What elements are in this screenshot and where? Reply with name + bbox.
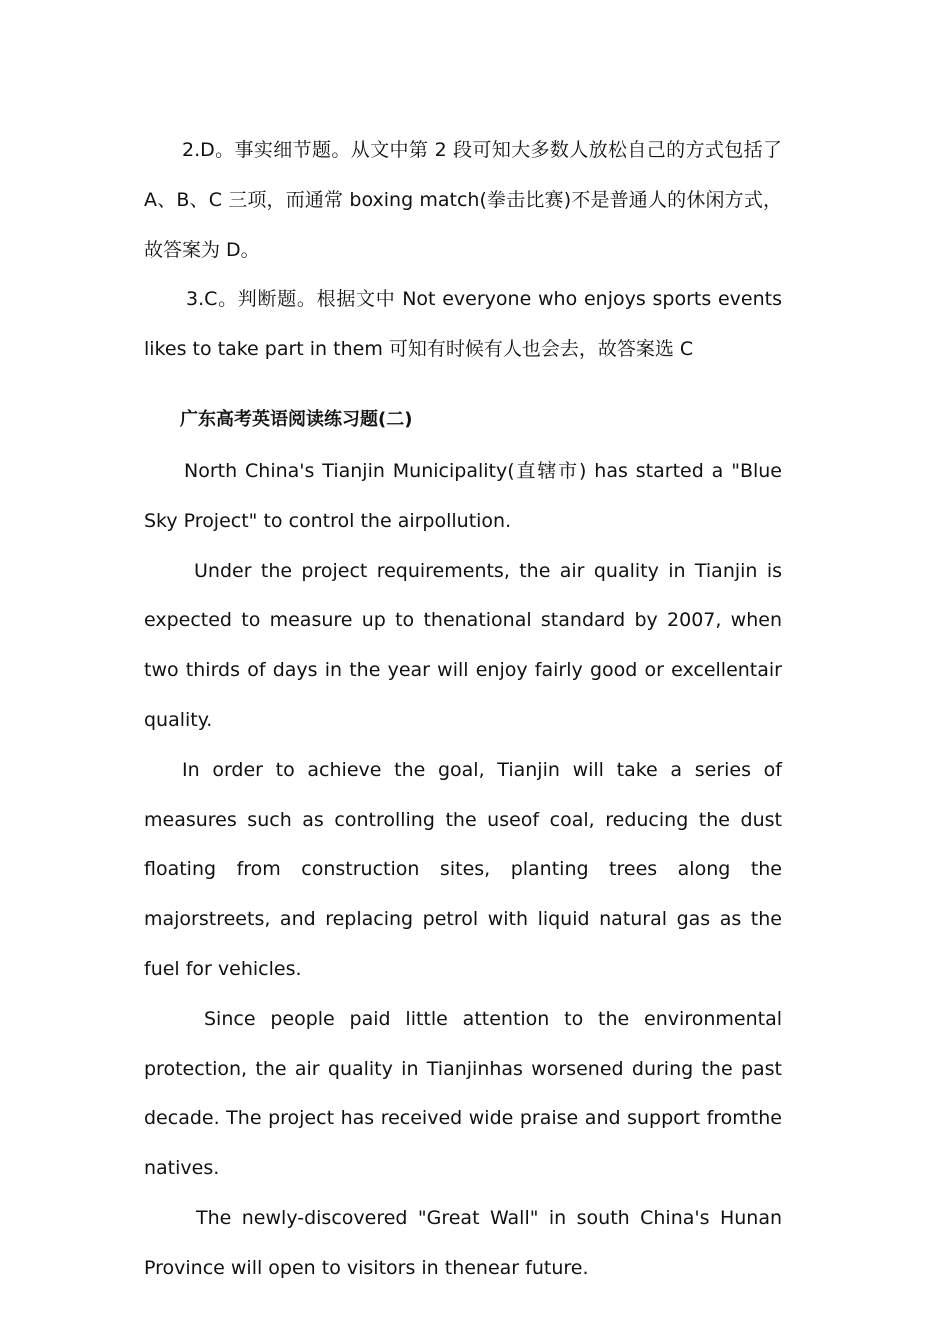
paragraph-measures: In order to achieve the goal, Tianjin will take a series of measures such as controlling the useof coal, reducing the dust floating from construction sites, planting trees along the majorstreets, and replacing petrol with liquid natural gas as the fuel for vehicles. — [144, 758, 782, 980]
paragraph-great-wall: The newly-discovered "Great Wall" in south China's Hunan Province will open to visitors in thenear future. — [144, 1206, 782, 1279]
document-page — [144, 126, 782, 1294]
paragraph-requirements: Under the project requirements, the air quality in Tianjin is expected to measure up to thenational standard by 2007, when two thirds of days in the year will enjoy fairly good or excellentair quality. — [144, 559, 782, 731]
answer-paragraph-3: 3.C。判断题。根据文中 Not everyone who enjoys sports events likes to take part in them 可知有时候有人也会去，故答案选 C — [144, 288, 782, 361]
paragraph-since: Since people paid little attention to the environmental protection, the air quality in Tianjinhas worsened during the past decade. The project has received wide praise and support fromthe natives. — [144, 1007, 782, 1180]
section-heading: 广东高考英语阅读练习题(二) — [180, 408, 413, 430]
answer-paragraph-2: 2.D。事实细节题。从文中第 2 段可知大多数人放松自己的方式包括了 A、B、C 三项，而通常 boxing match(拳击比赛)不是普通人的休闲方式，故答案为 D。 — [144, 139, 782, 261]
paragraph-tianjin-intro: North China's Tianjin Municipality(直辖市) has started a "Blue Sky Project" to control the airpollution. — [144, 459, 782, 532]
